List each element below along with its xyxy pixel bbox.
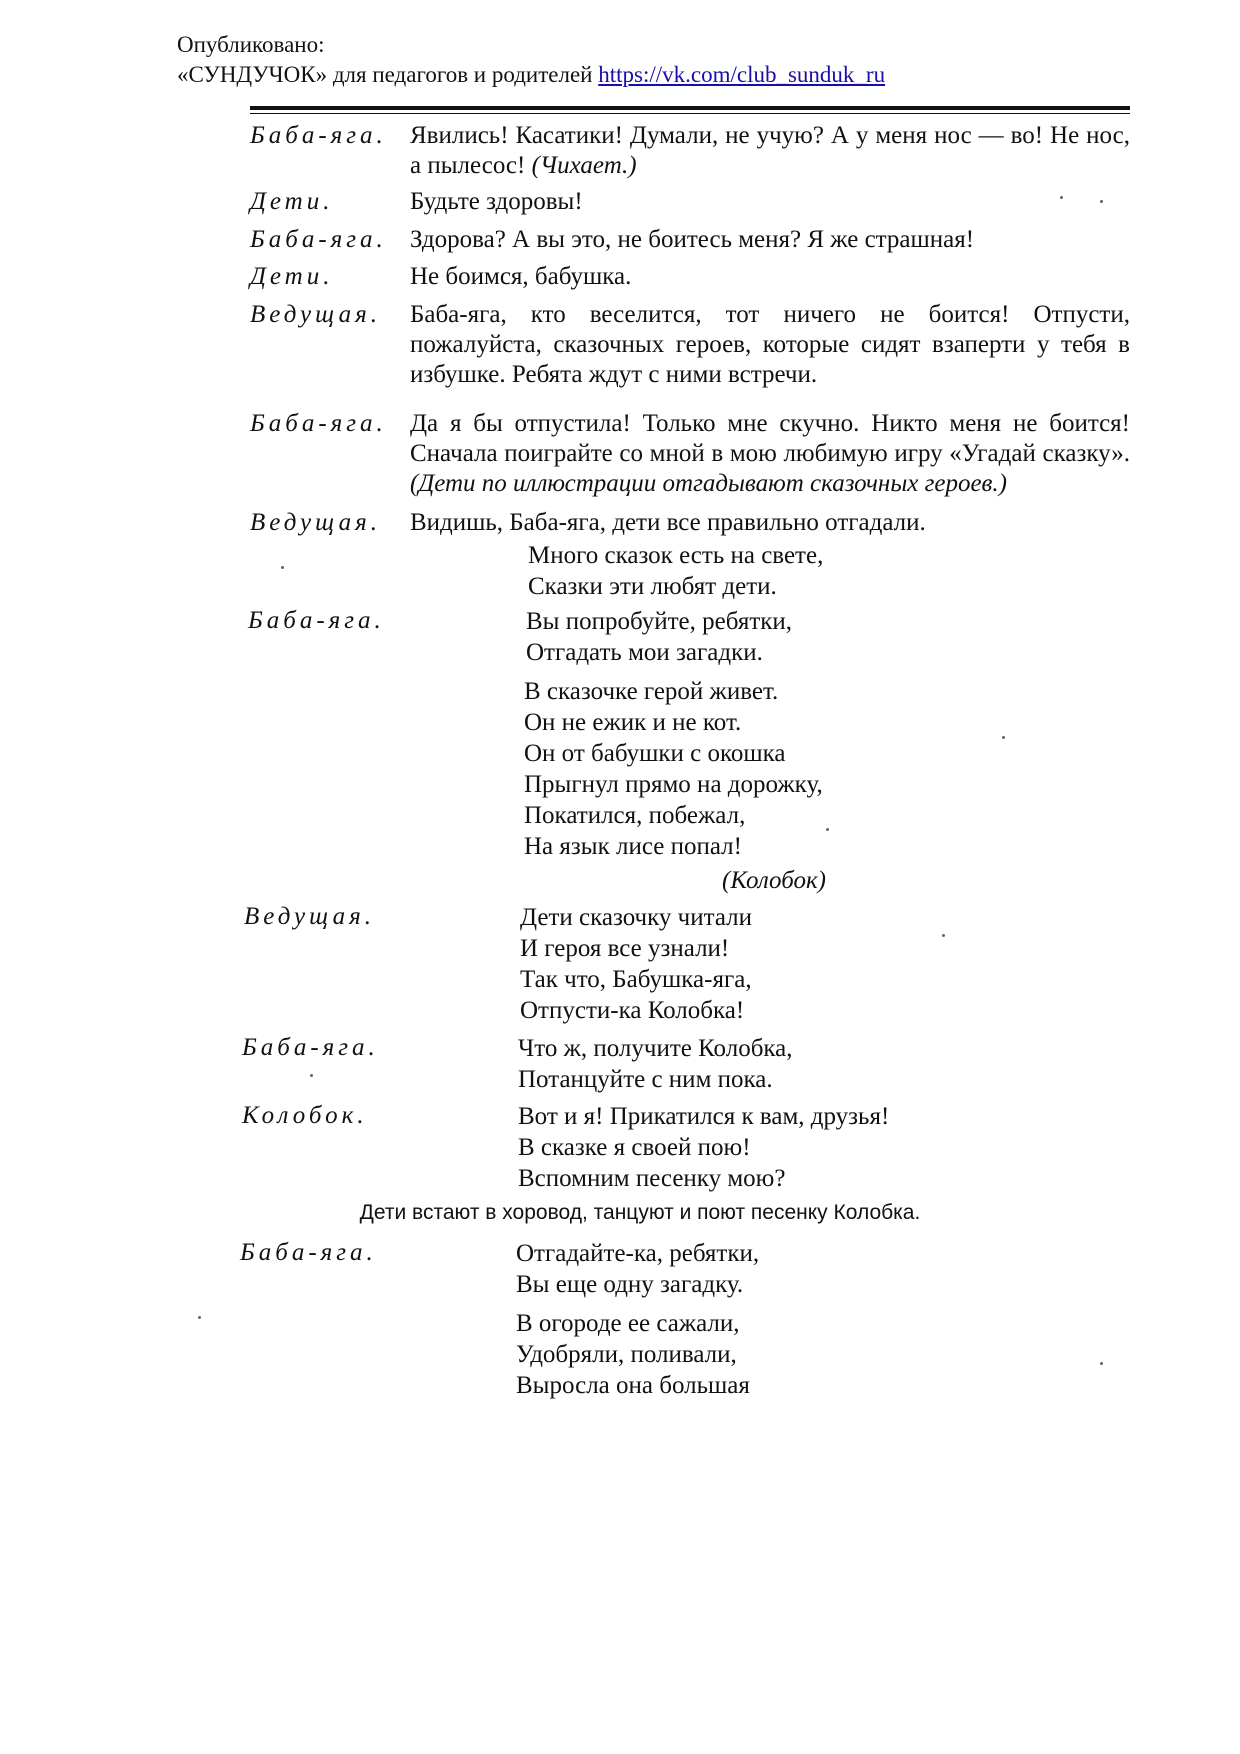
verse-line: Сказки эти любят дети. <box>528 573 777 600</box>
scan-speck <box>826 828 829 831</box>
scan-speck <box>1100 200 1103 203</box>
verse-line: В огороде ее сажали, <box>516 1310 740 1337</box>
speaker-label: Ведущая. <box>244 903 376 930</box>
verse-line: Прыгнул прямо на дорожку, <box>524 771 823 798</box>
verse-line: Он не ежик и не кот. <box>524 709 742 736</box>
replica-text: Здорова? А вы это, не боитесь меня? Я же страшная! <box>410 226 975 253</box>
speaker-label: Колобок. <box>242 1102 368 1129</box>
scan-speck <box>1002 736 1005 739</box>
speaker-label: Дети. <box>250 263 334 290</box>
scan-speck <box>310 1074 313 1077</box>
publication-header <box>177 30 885 90</box>
replica-text: Да я бы отпустила! Только мне скучно. Никто меня не боится! Сначала поиграйте со мной в мою любимую игру «Угадай сказку». (Дети по иллюстрации отгадывают сказочных героев.) <box>410 410 1130 497</box>
verse-line: Вы попробуйте, ребятки, <box>526 608 793 635</box>
speaker-label: Баба-яга. <box>250 226 387 253</box>
verse-line: Отгадать мои загадки. <box>526 639 763 666</box>
stage-direction-centered: Дети встают в хоровод, танцуют и поют песенку Колобка. <box>359 1201 921 1224</box>
verse-line: Так что, Бабушка-яга, <box>520 966 752 993</box>
speaker-label: Баба-яга. <box>248 607 385 634</box>
verse-line: В сказке я своей пою! <box>518 1134 751 1161</box>
riddle-block <box>516 1308 750 1401</box>
published-label: Опубликовано: <box>177 32 325 57</box>
verse-block <box>518 1033 793 1095</box>
verse-line: И героя все узнали! <box>520 935 730 962</box>
speaker-label: Баба-яга. <box>250 410 387 437</box>
verse-line: Потанцуйте с ним пока. <box>518 1066 773 1093</box>
speaker-label: Ведущая. <box>250 301 382 328</box>
header-rule-thick <box>250 106 1130 110</box>
stage-direction: (Чихает.) <box>531 152 637 179</box>
publisher-name: «СУНДУЧОК» для педагогов и родителей <box>177 62 599 87</box>
verse-line: Он от бабушки с окошка <box>524 740 786 767</box>
verse-line: Вспомним песенку мою? <box>518 1165 786 1192</box>
verse-line: Выросла она большая <box>516 1372 750 1399</box>
riddle-answer: (Колобок) <box>722 867 826 894</box>
riddle-block <box>524 676 823 862</box>
header-rule-thin <box>250 113 1130 114</box>
replica-text: Будьте здоровы! <box>410 188 583 215</box>
speaker-label: Баба-яга. <box>250 122 387 149</box>
speaker-label: Баба-яга. <box>242 1034 379 1061</box>
scan-speck <box>281 566 284 569</box>
replica-text: Баба-яга, кто веселится, тот ничего не боится! Отпусти, пожалуйста, сказочных героев, которые сидят взаперти у тебя в избушке. Ребята ждут с ними встречи. <box>410 301 1130 388</box>
replica-text: Явились! Касатики! Думали, не учую? А у меня нос — во! Не нос, а пылесос! (Чихает.) <box>410 122 1130 179</box>
verse-block <box>528 540 823 602</box>
replica-text: Не боимся, бабушка. <box>410 263 632 290</box>
speaker-label: Баба-яга. <box>240 1239 377 1266</box>
verse-line: Покатился, побежал, <box>524 802 746 829</box>
verse-line: Вы еще одну загадку. <box>516 1271 744 1298</box>
publisher-line <box>177 60 885 90</box>
vk-link[interactable]: https://vk.com/club_sunduk_ru <box>598 62 886 87</box>
verse-block <box>516 1238 759 1300</box>
verse-line: Отгадайте-ка, ребятки, <box>516 1240 760 1267</box>
scan-speck <box>942 934 945 937</box>
replica-text: Видишь, Баба-яга, дети все правильно отгадали. <box>410 509 926 536</box>
verse-line: Вот и я! Прикатился к вам, друзья! <box>518 1103 890 1130</box>
verse-line: Что ж, получите Колобка, <box>518 1035 793 1062</box>
scan-speck <box>1060 196 1063 199</box>
verse-line: Отпусти-ка Колобка! <box>520 997 745 1024</box>
verse-line: В сказочке герой живет. <box>524 678 779 705</box>
scan-speck <box>1100 1362 1103 1365</box>
scan-speck <box>198 1316 201 1319</box>
verse-block <box>518 1101 889 1194</box>
verse-block <box>526 606 792 668</box>
verse-line: Дети сказочку читали <box>520 904 753 931</box>
speaker-label: Ведущая. <box>250 509 382 536</box>
verse-line: Много сказок есть на свете, <box>528 542 824 569</box>
verse-line: Удобряли, поливали, <box>516 1341 737 1368</box>
speaker-label: Дети. <box>250 188 334 215</box>
verse-line: На язык лисе попал! <box>524 833 742 860</box>
verse-block <box>520 902 752 1026</box>
stage-direction: (Дети по иллюстрации отгадывают сказочных героев.) <box>410 470 1007 497</box>
